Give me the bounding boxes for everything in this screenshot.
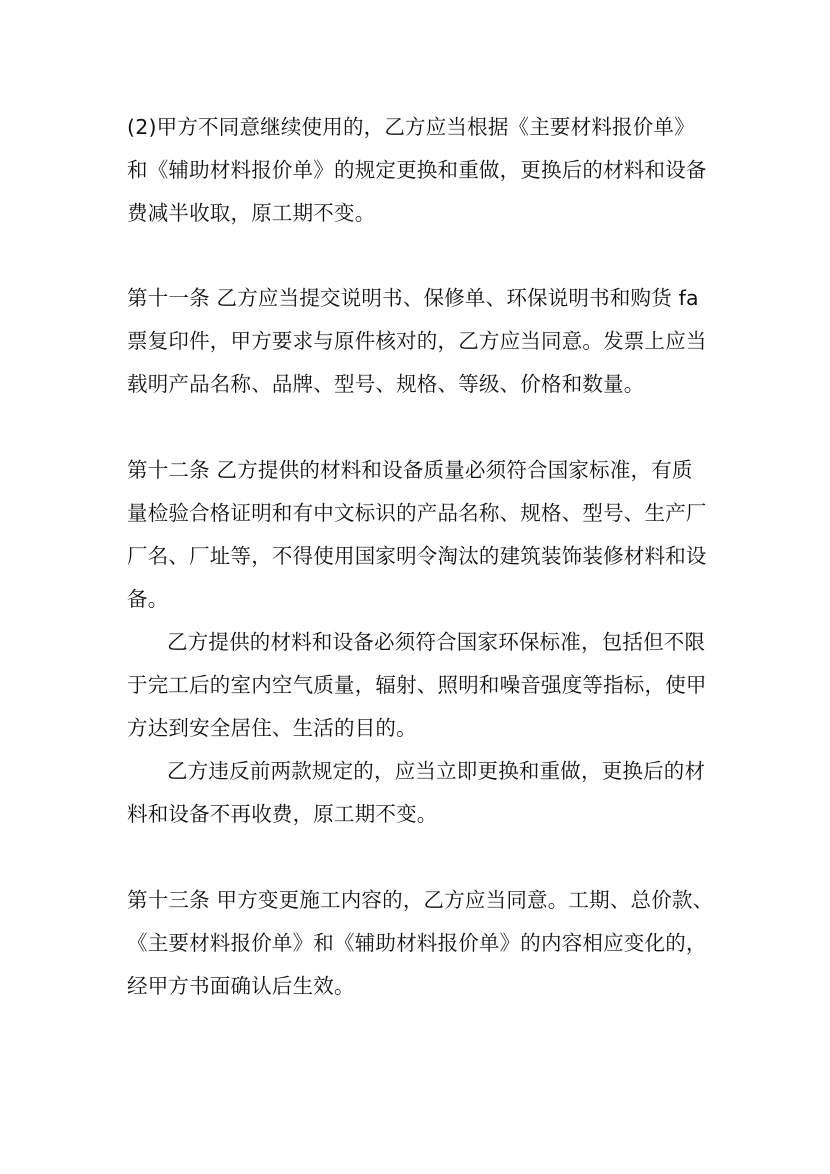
text-line: 票复印件，甲方要求与原件核对的，乙方应当同意。发票上应当: [127, 329, 707, 353]
text-line: 第十二条 乙方提供的材料和设备质量必须符合国家标准，有质: [127, 458, 693, 482]
text-line: 经甲方书面确认后生效。: [127, 974, 355, 998]
text-line: 载明产品名称、品牌、型号、规格、等级、价格和数量。: [127, 372, 645, 396]
text-line: 料和设备不再收费，原工期不变。: [127, 802, 438, 826]
text-line: 量检验合格证明和有中文标识的产品名称、规格、型号、生产厂: [127, 501, 707, 525]
text-line: 乙方违反前两款规定的，应当立即更换和重做，更换后的材: [167, 759, 706, 783]
text-line: 和《辅助材料报价单》的规定更换和重做，更换后的材料和设备: [127, 158, 707, 182]
text-line: (2)甲方不同意继续使用的，乙方应当根据《主要材料报价单》: [127, 115, 695, 139]
text-line: 方达到安全居住、生活的目的。: [127, 716, 417, 740]
text-line: 备。: [127, 587, 169, 611]
text-line: 于完工后的室内空气质量，辐射、照明和噪音强度等指标，使甲: [127, 673, 707, 697]
text-line: 乙方提供的材料和设备必须符合国家环保标准，包括但不限: [167, 630, 706, 654]
text-line: 费减半收取，原工期不变。: [127, 201, 376, 225]
text-line: 《主要材料报价单》和《辅助材料报价单》的内容相应变化的，: [127, 931, 707, 955]
text-line: 第十一条 乙方应当提交说明书、保修单、环保说明书和购货 fa: [127, 286, 699, 310]
text-line: 第十三条 甲方变更施工内容的，乙方应当同意。工期、总价款、: [127, 888, 714, 912]
text-line: 厂名、厂址等，不得使用国家明令淘汰的建筑装饰装修材料和设: [127, 544, 707, 568]
